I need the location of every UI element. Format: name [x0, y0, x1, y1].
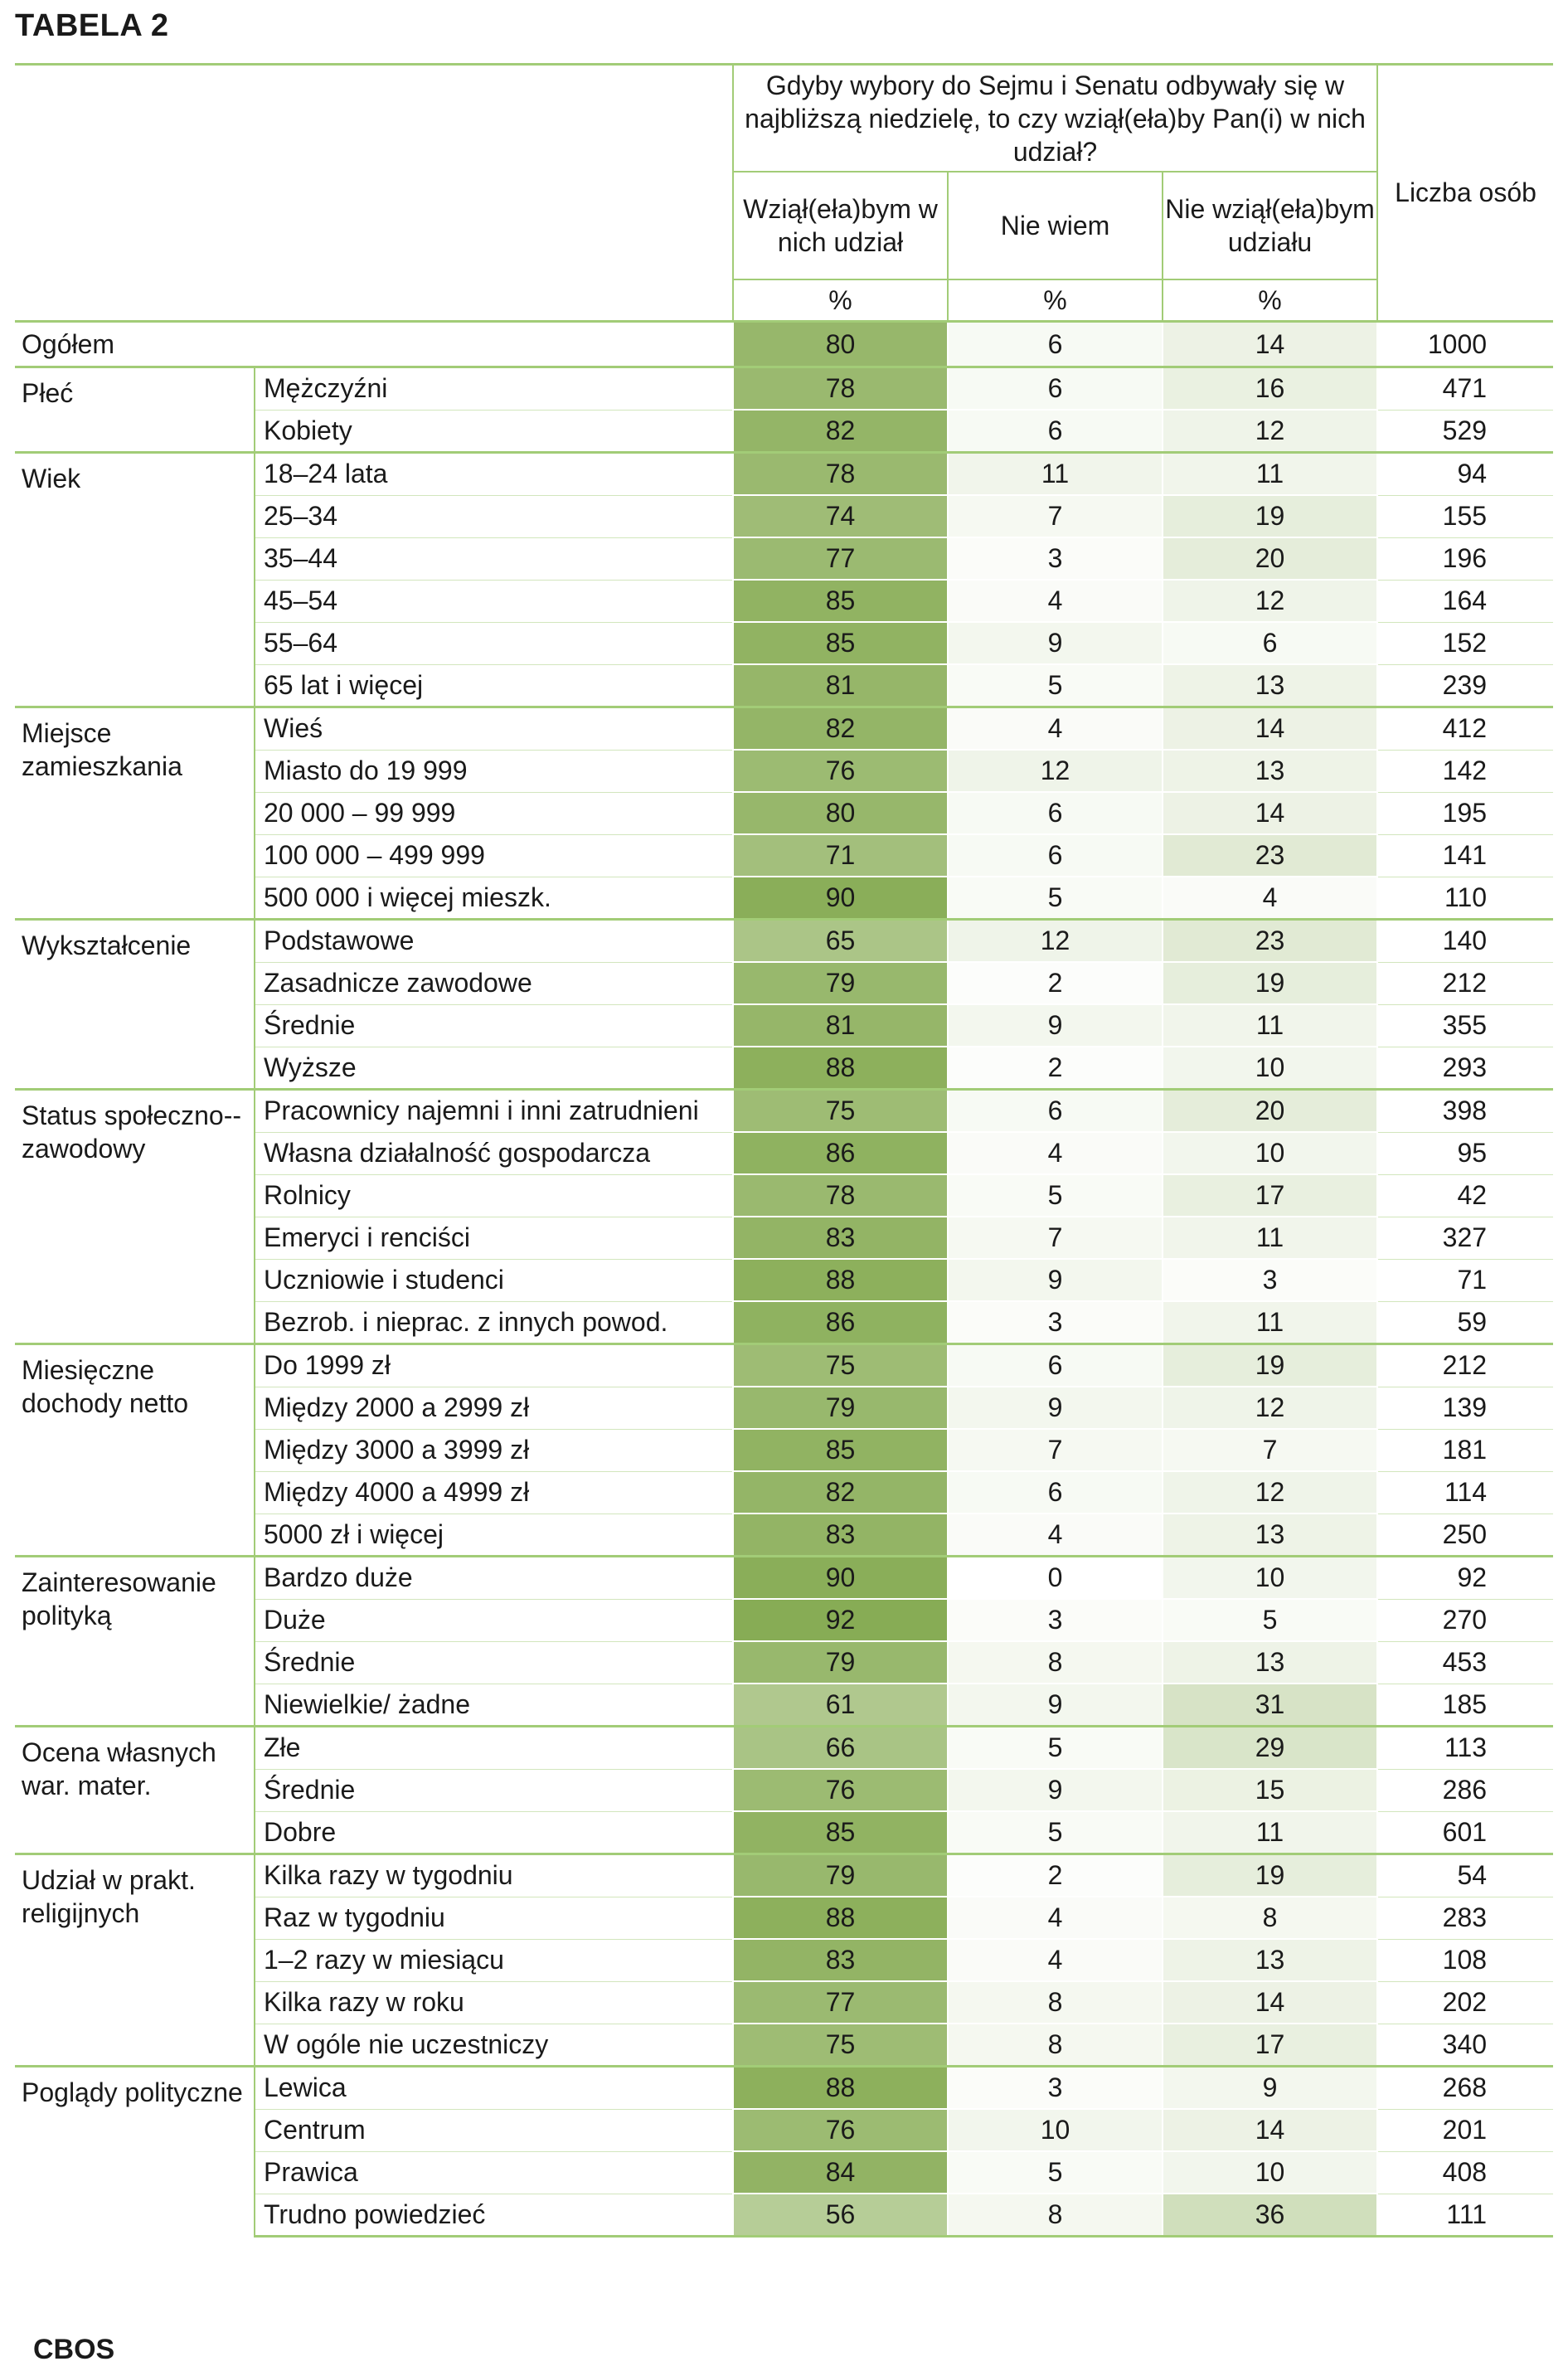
- category-label: Między 3000 a 3999 zł: [255, 1429, 733, 1471]
- category-label: Dobre: [255, 1811, 733, 1854]
- count-value: 71: [1377, 1259, 1553, 1301]
- total-row: [15, 322, 1553, 367]
- value-vote: 84: [733, 2151, 948, 2194]
- value-not-vote: 14: [1163, 322, 1377, 367]
- count-value: 412: [1377, 707, 1553, 751]
- value-not-vote: 9: [1163, 2067, 1377, 2110]
- table-row: [15, 1344, 1553, 1387]
- value-vote: 88: [733, 1047, 948, 1090]
- value-dont-know: 6: [948, 367, 1163, 411]
- value-vote: 82: [733, 1471, 948, 1514]
- value-vote: 79: [733, 1641, 948, 1684]
- count-value: 196: [1377, 537, 1553, 580]
- pct-unit-2: %: [948, 279, 1163, 322]
- category-label: 35–44: [255, 537, 733, 580]
- value-not-vote: 29: [1163, 1727, 1377, 1770]
- value-not-vote: 3: [1163, 1259, 1377, 1301]
- group-label: Płeć: [15, 367, 255, 453]
- count-value: 453: [1377, 1641, 1553, 1684]
- value-vote: 71: [733, 834, 948, 877]
- value-not-vote: 13: [1163, 750, 1377, 792]
- count-value: 140: [1377, 920, 1553, 963]
- table-row: [15, 1557, 1553, 1600]
- value-vote: 78: [733, 1174, 948, 1217]
- category-label: Podstawowe: [255, 920, 733, 963]
- value-dont-know: 8: [948, 2024, 1163, 2067]
- category-label: Emeryci i renciści: [255, 1217, 733, 1259]
- value-vote: 90: [733, 877, 948, 920]
- category-label: Między 4000 a 4999 zł: [255, 1471, 733, 1514]
- count-value: 54: [1377, 1854, 1553, 1897]
- count-value: 601: [1377, 1811, 1553, 1854]
- category-label: Miasto do 19 999: [255, 750, 733, 792]
- value-not-vote: 15: [1163, 1769, 1377, 1811]
- value-dont-know: 5: [948, 877, 1163, 920]
- value-dont-know: 5: [948, 1174, 1163, 1217]
- category-label: Centrum: [255, 2109, 733, 2151]
- category-label: 65 lat i więcej: [255, 664, 733, 707]
- value-vote: 77: [733, 537, 948, 580]
- value-dont-know: 6: [948, 834, 1163, 877]
- count-value: 164: [1377, 580, 1553, 622]
- value-not-vote: 16: [1163, 367, 1377, 411]
- value-not-vote: 19: [1163, 495, 1377, 537]
- count-value: 111: [1377, 2194, 1553, 2237]
- value-dont-know: 6: [948, 1344, 1163, 1387]
- value-not-vote: 10: [1163, 1557, 1377, 1600]
- value-vote: 78: [733, 453, 948, 496]
- value-dont-know: 3: [948, 537, 1163, 580]
- value-dont-know: 2: [948, 962, 1163, 1004]
- value-dont-know: 5: [948, 1811, 1163, 1854]
- category-label: Bezrob. i nieprac. z innych powod.: [255, 1301, 733, 1344]
- count-value: 155: [1377, 495, 1553, 537]
- count-value: 327: [1377, 1217, 1553, 1259]
- count-value: 141: [1377, 834, 1553, 877]
- category-label: Średnie: [255, 1004, 733, 1047]
- value-vote: 83: [733, 1217, 948, 1259]
- value-vote: 85: [733, 580, 948, 622]
- table-row: [15, 920, 1553, 963]
- value-not-vote: 4: [1163, 877, 1377, 920]
- value-vote: 88: [733, 2067, 948, 2110]
- col-header-vote: Wziął(eła)bym w nich udział: [733, 172, 948, 279]
- count-value: 139: [1377, 1387, 1553, 1429]
- group-label: Poglądy polityczne: [15, 2067, 255, 2237]
- count-value: 201: [1377, 2109, 1553, 2151]
- category-label: Kobiety: [255, 410, 733, 453]
- value-not-vote: 19: [1163, 1344, 1377, 1387]
- count-value: 42: [1377, 1174, 1553, 1217]
- value-not-vote: 11: [1163, 1811, 1377, 1854]
- value-dont-know: 4: [948, 1132, 1163, 1174]
- value-vote: 85: [733, 1429, 948, 1471]
- value-dont-know: 8: [948, 1981, 1163, 2024]
- value-not-vote: 13: [1163, 1939, 1377, 1981]
- category-label: Trudno powiedzieć: [255, 2194, 733, 2237]
- value-vote: 76: [733, 1769, 948, 1811]
- value-vote: 76: [733, 750, 948, 792]
- count-value: 212: [1377, 1344, 1553, 1387]
- category-label: 1–2 razy w miesiącu: [255, 1939, 733, 1981]
- value-not-vote: 12: [1163, 580, 1377, 622]
- value-vote: 83: [733, 1939, 948, 1981]
- value-dont-know: 8: [948, 2194, 1163, 2237]
- value-vote: 81: [733, 1004, 948, 1047]
- table-row: [15, 2067, 1553, 2110]
- col-header-dont-know: Nie wiem: [948, 172, 1163, 279]
- value-dont-know: 8: [948, 1641, 1163, 1684]
- value-vote: 78: [733, 367, 948, 411]
- value-vote: 86: [733, 1132, 948, 1174]
- pct-unit-1: %: [733, 279, 948, 322]
- value-not-vote: 14: [1163, 1981, 1377, 2024]
- value-not-vote: 12: [1163, 1471, 1377, 1514]
- count-value: 59: [1377, 1301, 1553, 1344]
- group-label: Wykształcenie: [15, 920, 255, 1090]
- value-not-vote: 13: [1163, 664, 1377, 707]
- value-not-vote: 11: [1163, 453, 1377, 496]
- value-vote: 86: [733, 1301, 948, 1344]
- value-dont-know: 4: [948, 1897, 1163, 1939]
- count-value: 94: [1377, 453, 1553, 496]
- count-value: 108: [1377, 1939, 1553, 1981]
- value-not-vote: 10: [1163, 2151, 1377, 2194]
- category-label: Do 1999 zł: [255, 1344, 733, 1387]
- category-label: 25–34: [255, 495, 733, 537]
- category-label: W ogóle nie uczestniczy: [255, 2024, 733, 2067]
- value-vote: 74: [733, 495, 948, 537]
- count-value: 283: [1377, 1897, 1553, 1939]
- value-dont-know: 6: [948, 1471, 1163, 1514]
- value-dont-know: 7: [948, 1429, 1163, 1471]
- group-label: Zainteresowanie polityką: [15, 1557, 255, 1727]
- value-dont-know: 4: [948, 1514, 1163, 1557]
- table-title: TABELA 2: [15, 8, 169, 43]
- category-label: Raz w tygodniu: [255, 1897, 733, 1939]
- category-label: 18–24 lata: [255, 453, 733, 496]
- question-header: Gdyby wybory do Sejmu i Senatu odbywały się w najbliższą niedzielę, to czy wziął(eła)by Pan(i) w nich udział?: [733, 65, 1377, 172]
- count-value: 293: [1377, 1047, 1553, 1090]
- value-vote: 77: [733, 1981, 948, 2024]
- source-footer: CBOS: [33, 2334, 115, 2365]
- value-dont-know: 5: [948, 664, 1163, 707]
- value-vote: 90: [733, 1557, 948, 1600]
- value-dont-know: 6: [948, 792, 1163, 834]
- value-dont-know: 10: [948, 2109, 1163, 2151]
- value-not-vote: 31: [1163, 1684, 1377, 1727]
- category-label: Uczniowie i studenci: [255, 1259, 733, 1301]
- category-label: Prawica: [255, 2151, 733, 2194]
- value-not-vote: 7: [1163, 1429, 1377, 1471]
- value-dont-know: 9: [948, 1259, 1163, 1301]
- value-not-vote: 11: [1163, 1301, 1377, 1344]
- value-dont-know: 4: [948, 580, 1163, 622]
- category-label: Własna działalność gospodarcza: [255, 1132, 733, 1174]
- value-dont-know: 3: [948, 2067, 1163, 2110]
- count-value: 398: [1377, 1090, 1553, 1133]
- value-not-vote: 13: [1163, 1641, 1377, 1684]
- category-label: 45–54: [255, 580, 733, 622]
- value-dont-know: 6: [948, 1090, 1163, 1133]
- value-not-vote: 14: [1163, 792, 1377, 834]
- value-vote: 83: [733, 1514, 948, 1557]
- category-label: Rolnicy: [255, 1174, 733, 1217]
- results-table: [15, 63, 1553, 2238]
- count-value: 142: [1377, 750, 1553, 792]
- value-dont-know: 9: [948, 1684, 1163, 1727]
- value-vote: 88: [733, 1259, 948, 1301]
- value-not-vote: 23: [1163, 834, 1377, 877]
- count-value: 181: [1377, 1429, 1553, 1471]
- table-row: [15, 453, 1553, 496]
- value-not-vote: 20: [1163, 1090, 1377, 1133]
- value-vote: 79: [733, 1387, 948, 1429]
- value-vote: 92: [733, 1599, 948, 1641]
- count-value: 471: [1377, 367, 1553, 411]
- category-label: Duże: [255, 1599, 733, 1641]
- value-not-vote: 17: [1163, 1174, 1377, 1217]
- category-label: 100 000 – 499 999: [255, 834, 733, 877]
- count-value: 110: [1377, 877, 1553, 920]
- category-label: Niewielkie/ żadne: [255, 1684, 733, 1727]
- table-row: [15, 367, 1553, 411]
- count-value: 152: [1377, 622, 1553, 664]
- value-dont-know: 3: [948, 1599, 1163, 1641]
- count-value: 529: [1377, 410, 1553, 453]
- value-dont-know: 3: [948, 1301, 1163, 1344]
- value-not-vote: 36: [1163, 2194, 1377, 2237]
- value-vote: 79: [733, 1854, 948, 1897]
- category-label: 55–64: [255, 622, 733, 664]
- value-not-vote: 19: [1163, 962, 1377, 1004]
- value-dont-know: 7: [948, 1217, 1163, 1259]
- value-vote: 75: [733, 2024, 948, 2067]
- count-value: 270: [1377, 1599, 1553, 1641]
- group-label: Wiek: [15, 453, 255, 707]
- category-label: Pracownicy najemni i inni zatrudnieni: [255, 1090, 733, 1133]
- value-vote: 88: [733, 1897, 948, 1939]
- table-row: [15, 1727, 1553, 1770]
- count-value: 239: [1377, 664, 1553, 707]
- value-not-vote: 12: [1163, 410, 1377, 453]
- category-label: Wyższe: [255, 1047, 733, 1090]
- col-header-not-vote: Nie wziął(eła)bym udziału: [1163, 172, 1377, 279]
- count-value: 95: [1377, 1132, 1553, 1174]
- pct-unit-3: %: [1163, 279, 1377, 322]
- category-label: Złe: [255, 1727, 733, 1770]
- value-not-vote: 19: [1163, 1854, 1377, 1897]
- value-not-vote: 23: [1163, 920, 1377, 963]
- value-vote: 56: [733, 2194, 948, 2237]
- count-value: 408: [1377, 2151, 1553, 2194]
- value-not-vote: 11: [1163, 1217, 1377, 1259]
- category-label: Zasadnicze zawodowe: [255, 962, 733, 1004]
- count-value: 113: [1377, 1727, 1553, 1770]
- category-label: Kilka razy w tygodniu: [255, 1854, 733, 1897]
- value-dont-know: 5: [948, 2151, 1163, 2194]
- value-vote: 85: [733, 622, 948, 664]
- total-label: Ogółem: [15, 322, 733, 367]
- count-value: 1000: [1377, 322, 1553, 367]
- count-value: 355: [1377, 1004, 1553, 1047]
- category-label: Lewica: [255, 2067, 733, 2110]
- category-label: Średnie: [255, 1769, 733, 1811]
- value-dont-know: 4: [948, 1939, 1163, 1981]
- value-dont-know: 12: [948, 920, 1163, 963]
- header-empty: [15, 65, 733, 322]
- value-vote: 82: [733, 707, 948, 751]
- value-vote: 75: [733, 1344, 948, 1387]
- category-label: 500 000 i więcej mieszk.: [255, 877, 733, 920]
- count-value: 195: [1377, 792, 1553, 834]
- value-dont-know: 5: [948, 1727, 1163, 1770]
- count-value: 268: [1377, 2067, 1553, 2110]
- value-dont-know: 6: [948, 322, 1163, 367]
- value-dont-know: 0: [948, 1557, 1163, 1600]
- value-not-vote: 10: [1163, 1132, 1377, 1174]
- count-value: 202: [1377, 1981, 1553, 2024]
- group-label: Miejsce zamieszkania: [15, 707, 255, 920]
- value-dont-know: 9: [948, 1769, 1163, 1811]
- table-row: [15, 707, 1553, 751]
- count-value: 185: [1377, 1684, 1553, 1727]
- value-vote: 65: [733, 920, 948, 963]
- value-dont-know: 2: [948, 1047, 1163, 1090]
- value-vote: 75: [733, 1090, 948, 1133]
- category-label: 5000 zł i więcej: [255, 1514, 733, 1557]
- category-label: Średnie: [255, 1641, 733, 1684]
- category-label: Mężczyźni: [255, 367, 733, 411]
- value-dont-know: 11: [948, 453, 1163, 496]
- value-vote: 81: [733, 664, 948, 707]
- value-dont-know: 9: [948, 1387, 1163, 1429]
- value-not-vote: 14: [1163, 2109, 1377, 2151]
- value-dont-know: 6: [948, 410, 1163, 453]
- value-dont-know: 7: [948, 495, 1163, 537]
- count-header: Liczba osób: [1377, 65, 1553, 322]
- table-row: [15, 1854, 1553, 1897]
- category-label: Kilka razy w roku: [255, 1981, 733, 2024]
- category-label: 20 000 – 99 999: [255, 792, 733, 834]
- value-not-vote: 5: [1163, 1599, 1377, 1641]
- value-dont-know: 9: [948, 1004, 1163, 1047]
- table-row: [15, 1090, 1553, 1133]
- count-value: 212: [1377, 962, 1553, 1004]
- value-vote: 85: [733, 1811, 948, 1854]
- value-vote: 76: [733, 2109, 948, 2151]
- value-not-vote: 12: [1163, 1387, 1377, 1429]
- value-dont-know: 12: [948, 750, 1163, 792]
- group-label: Udział w prakt. religijnych: [15, 1854, 255, 2067]
- value-not-vote: 17: [1163, 2024, 1377, 2067]
- count-value: 286: [1377, 1769, 1553, 1811]
- category-label: Bardzo duże: [255, 1557, 733, 1600]
- value-not-vote: 11: [1163, 1004, 1377, 1047]
- value-vote: 61: [733, 1684, 948, 1727]
- value-dont-know: 9: [948, 622, 1163, 664]
- category-label: Wieś: [255, 707, 733, 751]
- value-vote: 80: [733, 792, 948, 834]
- value-not-vote: 14: [1163, 707, 1377, 751]
- group-label: Miesięczne dochody netto: [15, 1344, 255, 1557]
- count-value: 250: [1377, 1514, 1553, 1557]
- group-label: Ocena własnych war. mater.: [15, 1727, 255, 1854]
- value-vote: 66: [733, 1727, 948, 1770]
- value-dont-know: 4: [948, 707, 1163, 751]
- value-not-vote: 20: [1163, 537, 1377, 580]
- value-vote: 80: [733, 322, 948, 367]
- value-not-vote: 10: [1163, 1047, 1377, 1090]
- value-vote: 79: [733, 962, 948, 1004]
- value-not-vote: 8: [1163, 1897, 1377, 1939]
- value-not-vote: 6: [1163, 622, 1377, 664]
- value-dont-know: 2: [948, 1854, 1163, 1897]
- category-label: Między 2000 a 2999 zł: [255, 1387, 733, 1429]
- count-value: 340: [1377, 2024, 1553, 2067]
- group-label: Status społeczno--zawodowy: [15, 1090, 255, 1344]
- count-value: 114: [1377, 1471, 1553, 1514]
- count-value: 92: [1377, 1557, 1553, 1600]
- value-not-vote: 13: [1163, 1514, 1377, 1557]
- value-vote: 82: [733, 410, 948, 453]
